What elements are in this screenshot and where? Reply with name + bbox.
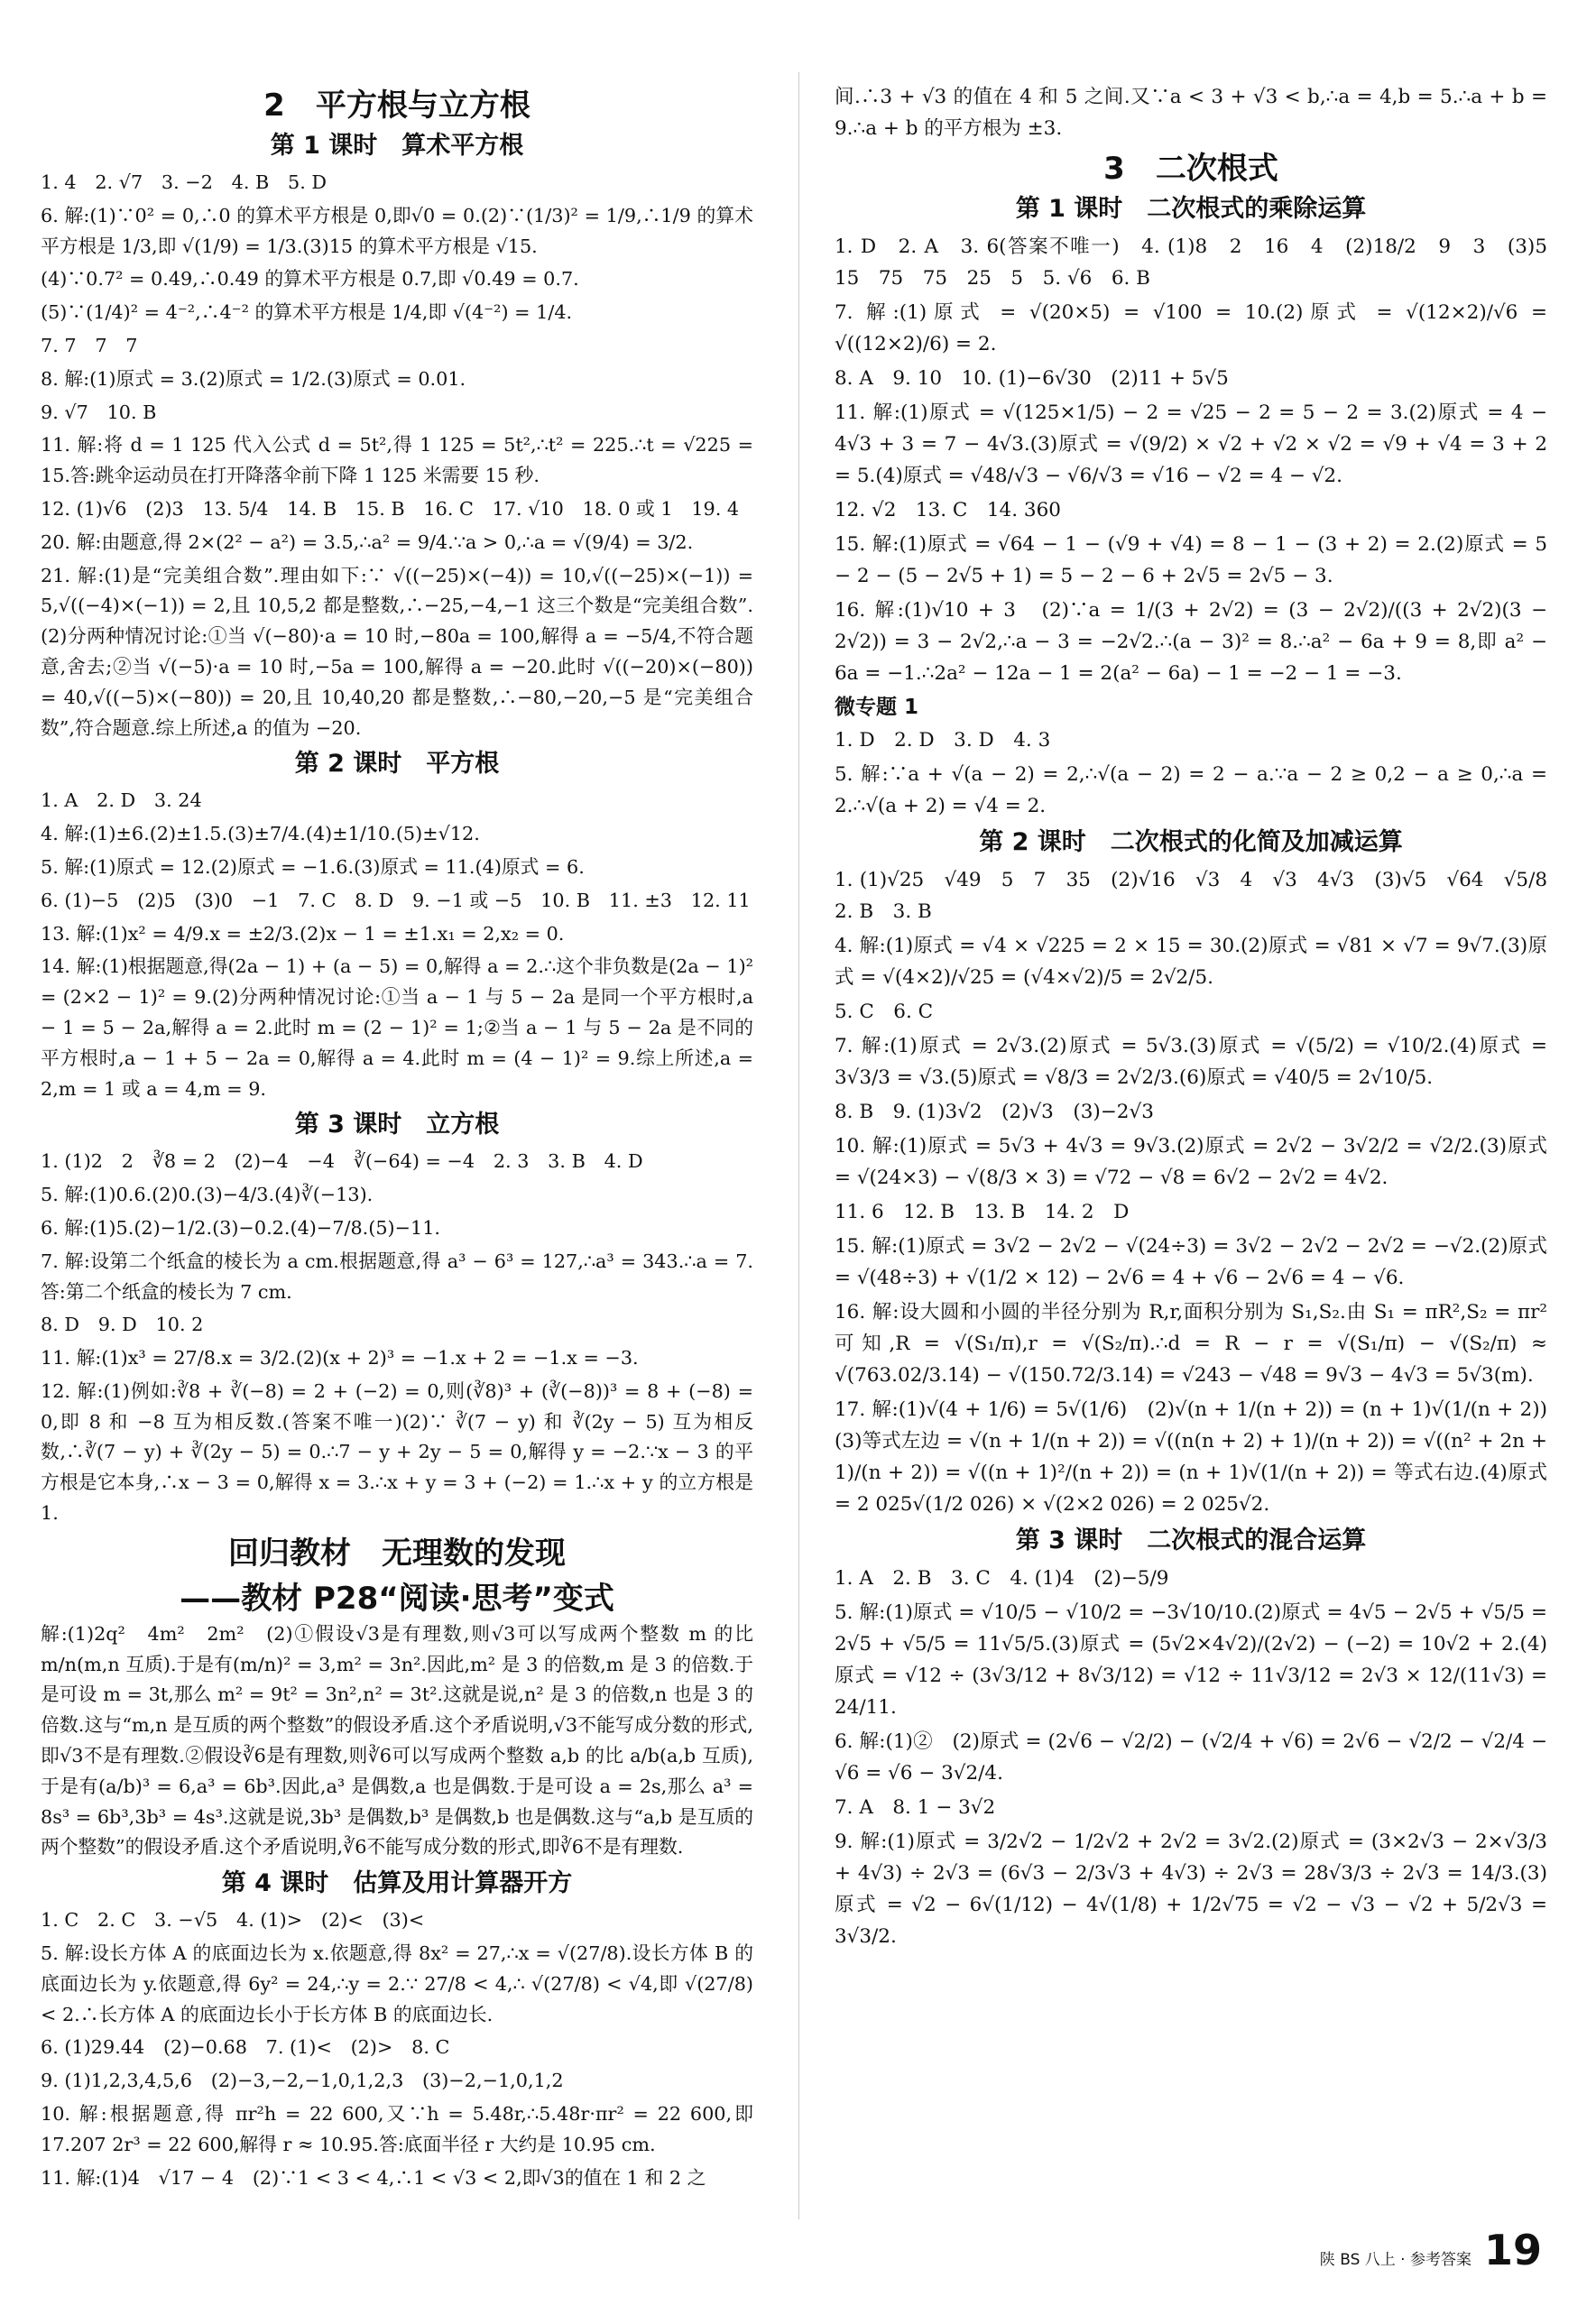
answer-paragraph: (4)∵0.7² = 0.49,∴0.49 的算术平方根是 0.7,即 √0.49 = 0.7. bbox=[41, 268, 579, 291]
answer-paragraph: 5. 解:(1)原式 = √10/5 − √10/2 = −3√10/10.(2)原式 = 4√5 − 2√5 + √5/5 = 2√5 + √5/5 = 11√5/5.(3)原式 = (5√2×4√2)/(2√2) − (−2) = 10√2 + 2.(4)原式 = √12 ÷ (3√3/12 + 8√3/12) = √12 ÷ 11√3/12 = 2√3 × 12/(11√3) = 24/11. bbox=[835, 1601, 1547, 1719]
page-number: 19 bbox=[1483, 2226, 1542, 2274]
answer-paragraph: 15. 解:(1)原式 = √64 − 1 − (√9 + √4) = 8 − 1 − (3 + 2) = 2.(2)原式 = 5 − 2 − (5 − 2√5 + 1) = 5 − 2 − 6 + 2√5 = 2√5 − 3. bbox=[835, 533, 1547, 587]
answer-paragraph: 1. C 2. C 3. −√5 4. (1)> (2)< (3)< bbox=[41, 1909, 425, 1932]
answer-paragraph: 8. 解:(1)原式 = 3.(2)原式 = 1/2.(3)原式 = 0.01. bbox=[41, 367, 466, 390]
answer-paragraph: 7. 解:(1)原式 = √(20×5) = √100 = 10.(2)原式 = √(12×2)/√6 = √((12×2)/6) = 2. bbox=[835, 301, 1547, 355]
answer-paragraph: 1. A 2. D 3. 24 bbox=[41, 789, 202, 812]
answer-paragraph: 9. √7 10. B bbox=[41, 401, 157, 423]
answer-paragraph: 16. 解:设大圆和小圆的半径分别为 R,r,面积分别为 S₁,S₂.由 S₁ = πR²,S₂ = πr² 可知,R = √(S₁/π),r = √(S₂/π).∴d = R − r = √(S₁/π) − √(S₂/π) ≈ √(763.02/3.14) − √(150.72/3.14) = √243 − √48 = 9√3 − 4√3 = 5√3(m). bbox=[835, 1301, 1547, 1387]
answer-paragraph: 1. D 2. D 3. D 4. 3 bbox=[835, 729, 1051, 752]
answer-paragraph: 7. 解:设第二个纸盒的棱长为 a cm.根据题意,得 a³ − 6³ = 127,∴a³ = 343.∴a = 7.答:第二个纸盒的棱长为 7 cm. bbox=[41, 1250, 753, 1303]
answer-paragraph: 5. 解:∵a + √(a − 2) = 2,∴√(a − 2) = 2 − a.∵a − 2 ≥ 0,2 − a ≥ 0,∴a = 2.∴√(a + 2) = √4 = 2. bbox=[835, 763, 1547, 817]
answer-paragraph: 11. 解:(1)4 √17 − 4 (2)∵1 < 3 < 4,∴1 < √3 < 2,即√3的值在 1 和 2 之 bbox=[41, 2166, 706, 2189]
section-heading: 第 1 课时 二次根式的乘除运算 bbox=[1015, 195, 1367, 223]
answer-paragraph: 21. 解:(1)是“完美组合数”.理由如下:∵ √((−25)×(−4)) = 10,√((−25)×(−1)) = 5,√((−4)×(−1)) = 2,且 10,5,2 都是整数,∴−25,−4,−1 这三个数是“完美组合数”.(2)分两种情况讨论:①当 √(−80)·a = 10 时,−80a = 100,解得 a = −5/4,不符合题意,舍去;②当 √(−5)·a = 10 时,−5a = 100,解得 a = −20.此时 √((−20)×(−80)) = 40,√((−5)×(−80)) = 20,且 10,40,20 都是整数,∴−80,−20,−5 是“完美组合数”,符合题意.综上所述,a 的值为 −20. bbox=[41, 564, 753, 739]
left-column bbox=[41, 81, 753, 2196]
section-heading: 第 1 课时 算术平方根 bbox=[270, 132, 524, 160]
answer-paragraph: 10. 解:(1)原式 = 5√3 + 4√3 = 9√3.(2)原式 = 2√2 − 3√2/2 = √2/2.(3)原式 = √(24×3) − √(8/3 × 3) = √72 − √8 = 6√2 − 2√2 = 4√2. bbox=[835, 1135, 1547, 1189]
section-heading: 3 二次根式 bbox=[1103, 151, 1278, 187]
column-divider bbox=[798, 72, 799, 2219]
answer-paragraph: 1. (1)2 2 ∛8 = 2 (2)−4 −4 ∛(−64) = −4 2. 3 3. B 4. D bbox=[41, 1150, 643, 1173]
answer-paragraph: 8. B 9. (1)3√2 (2)√3 (3)−2√3 bbox=[835, 1101, 1154, 1123]
answer-paragraph: 6. (1)−5 (2)5 (3)0 −1 7. C 8. D 9. −1 或 −5 10. B 11. ±3 12. 11 bbox=[41, 889, 751, 911]
page-footer bbox=[1320, 2226, 1542, 2274]
answer-paragraph: 6. 解:(1)∵0² = 0,∴0 的算术平方根是 0,即√0 = 0.(2)∵(1/3)² = 1/9,∴1/9 的算术平方根是 1/3,即 √(1/9) = 1/3.(3)15 的算术平方根是 √15. bbox=[41, 204, 753, 257]
answer-paragraph: 9. 解:(1)原式 = 3/2√2 − 1/2√2 + 2√2 = 3√2.(2)原式 = (3×2√3 − 2×√3/3 + 4√3) ÷ 2√3 = (6√3 − 2/3√3 + 4√3) ÷ 2√3 = 28√3/3 ÷ 2√3 = 14/3.(3)原式 = √2 − 6√(1/12) − 4√(1/8) + 1/2√75 = √2 − √3 − √2 + 5/2√3 = 3√3/2. bbox=[835, 1831, 1547, 1948]
answer-paragraph: 4. 解:(1)±6.(2)±1.5.(3)±7/4.(4)±1/10.(5)±√12. bbox=[41, 823, 480, 845]
section-heading: 第 3 课时 立方根 bbox=[294, 1111, 500, 1139]
answer-paragraph: 6. 解:(1)② (2)原式 = (2√6 − √2/2) − (√2/4 + √6) = 2√6 − √2/2 − √2/4 − √6 = √6 − 3√2/4. bbox=[835, 1730, 1547, 1785]
answer-paragraph: 11. 6 12. B 13. B 14. 2 D bbox=[835, 1201, 1130, 1223]
answer-paragraph: 1. A 2. B 3. C 4. (1)4 (2)−5/9 bbox=[835, 1567, 1169, 1590]
answer-paragraph: 7. 解:(1)原式 = 2√3.(2)原式 = 5√3.(3)原式 = √(5/2) = √10/2.(4)原式 = 3√3/3 = √3.(5)原式 = √8/3 = 2√2/3.(6)原式 = √40/5 = 2√10/5. bbox=[835, 1035, 1547, 1089]
answer-paragraph: 11. 解:(1)x³ = 27/8.x = 3/2.(2)(x + 2)³ = −1.x + 2 = −1.x = −3. bbox=[41, 1347, 639, 1370]
answer-paragraph: 1. 4 2. √7 3. −2 4. B 5. D bbox=[41, 171, 328, 193]
answer-paragraph: 20. 解:由题意,得 2×(2² − a²) = 3.5,∴a² = 9/4.∵a > 0,∴a = √(9/4) = 3/2. bbox=[41, 530, 694, 553]
answer-paragraph: (5)∵(1/4)² = 4⁻²,∴4⁻² 的算术平方根是 1/4,即 √(4⁻²) = 1/4. bbox=[41, 301, 573, 324]
answer-paragraph: 14. 解:(1)根据题意,得(2a − 1) + (a − 5) = 0,解得 a = 2.∴这个非负数是(2a − 1)² = (2×2 − 1)² = 9.(2)分两种情况讨论:①当 a − 1 与 5 − 2a 是同一个平方根时,a − 1 = 5 − 2a,解得 a = 2.此时 m = (2 − 1)² = 1;②当 a − 1 与 5 − 2a 是不同的平方根时,a − 1 + 5 − 2a = 0,解得 a = 4.此时 m = (4 − 1)² = 9.综上所述,a = 2,m = 1 或 a = 4,m = 9. bbox=[41, 955, 753, 1100]
answer-paragraph: 6. (1)29.44 (2)−0.68 7. (1)< (2)> 8. C bbox=[41, 2036, 450, 2059]
answer-paragraph: 13. 解:(1)x² = 4/9.x = ±2/3.(2)x − 1 = ±1.x₁ = 2,x₂ = 0. bbox=[41, 922, 565, 945]
answer-paragraph: 15. 解:(1)原式 = 3√2 − 2√2 − √(24÷3) = 3√2 − 2√2 − 2√2 = −√2.(2)原式 = √(48÷3) + √(1/2 × 12) − 2√6 = 4 + √6 − 2√6 = 4 − √6. bbox=[835, 1235, 1547, 1289]
answer-paragraph: 4. 解:(1)原式 = √4 × √225 = 2 × 15 = 30.(2)原式 = √81 × √7 = 9√7.(3)原式 = √(4×2)/√25 = (√4×√2)/5 = 2√2/5. bbox=[835, 935, 1547, 989]
answer-paragraph: 16. 解:(1)√10 + 3 (2)∵a = 1/(3 + 2√2) = (3 − 2√2)/((3 + 2√2)(3 − 2√2)) = 3 − 2√2,∴a − 3 = −2√2.∴(a − 3)² = 8.∴a² − 6a + 9 = 8,即 a² − 6a = −1.∴2a² − 12a − 1 = 2(a² − 6a) − 1 = −2 − 1 = −3. bbox=[835, 599, 1547, 685]
answer-paragraph: 6. 解:(1)5.(2)−1/2.(3)−0.2.(4)−7/8.(5)−11. bbox=[41, 1216, 441, 1239]
answer-paragraph: 11. 解:将 d = 1 125 代入公式 d = 5t²,得 1 125 = 5t²,∴t² = 225.∴t = √225 = 15.答:跳伞运动员在打开降落伞前下降 1 125 米需要 15 秒. bbox=[41, 434, 753, 487]
answer-paragraph: 12. (1)√6 (2)3 13. 5/4 14. B 15. B 16. C 17. √10 18. 0 或 1 19. 4 bbox=[41, 497, 740, 520]
section-heading: 微专题 1 bbox=[835, 696, 919, 719]
answer-paragraph: 8. A 9. 10 10. (1)−6√30 (2)11 + 5√5 bbox=[835, 367, 1229, 390]
answer-paragraph: 间.∴3 + √3 的值在 4 和 5 之间.又∵a < 3 + √3 < b,∴a = 4,b = 5.∴a + b = 9.∴a + b 的平方根为 ±3. bbox=[835, 86, 1547, 140]
answer-paragraph: 8. D 9. D 10. 2 bbox=[41, 1314, 204, 1336]
answer-paragraph: 1. D 2. A 3. 6(答案不唯一) 4. (1)8 2 16 4 (2)18/2 9 3 (3)5 15 75 75 25 5 5. √6 6. B bbox=[835, 235, 1567, 290]
answer-paragraph: 5. 解:(1)0.6.(2)0.(3)−4/3.(4)∛(−13). bbox=[41, 1184, 374, 1206]
answer-paragraph: 解:(1)2q² 4m² 2m² (2)①假设√3是有理数,则√3可以写成两个整数 m 的比 m/n(m,n 互质).于是有(m/n)² = 3,m² = 3n².因此,m² 是 3 的倍数,m 是 3 的倍数.于是可设 m = 3t,那么 m² = 9t² = 3n²,n² = 3t².这就是说,n² 是 3 的倍数,n 也是 3 的倍数.这与“m,n 是互质的两个整数”的假设矛盾.这个矛盾说明,√3不能写成分数的形式,即√3不是有理数.②假设∛6是有理数,则∛6可以写成两个整数 a,b 的比 a/b(a,b 互质),于是有(a/b)³ = 6,a³ = 6b³.因此,a³ 是偶数,a 也是偶数.于是可设 a = 2s,那么 a³ = 8s³ = 6b³,3b³ = 4s³.这就是说,3b³ 是偶数,b³ 是偶数,b 也是偶数.这与“a,b 是互质的两个整数”的假设矛盾.这个矛盾说明,∛6不能写成分数的形式,即∛6不是有理数. bbox=[41, 1622, 753, 1859]
section-heading: 回归教材 无理数的发现 bbox=[228, 1535, 566, 1572]
section-heading: 第 2 课时 平方根 bbox=[294, 750, 500, 779]
answer-paragraph: 11. 解:(1)原式 = √(125×1/5) − 2 = √25 − 2 = 5 − 2 = 3.(2)原式 = 4 − 4√3 + 3 = 7 − 4√3.(3)原式 = √(9/2) × √2 + √2 × √2 = √9 + √4 = 3 + 2 = 5.(4)原式 = √48/√3 − √6/√3 = √16 − √2 = 4 − √2. bbox=[835, 401, 1547, 487]
section-heading: 第 3 课时 二次根式的混合运算 bbox=[1015, 1527, 1367, 1554]
answer-paragraph: 5. 解:设长方体 A 的底面边长为 x.依题意,得 8x² = 27,∴x = √(27/8).设长方体 B 的底面边长为 y.依题意,得 6y² = 24,∴y = 2.∵ 27/8 < 4,∴ √(27/8) < √4,即 √(27/8) < 2.∴长方体 A 的底面边长小于长方体 B 的底面边长. bbox=[41, 1942, 753, 2025]
right-column bbox=[835, 81, 1567, 1955]
answer-paragraph: 9. (1)1,2,3,4,5,6 (2)−3,−2,−1,0,1,2,3 (3)−2,−1,0,1,2 bbox=[41, 2070, 564, 2092]
answer-paragraph: 12. √2 13. C 14. 360 bbox=[835, 499, 1061, 521]
answer-paragraph: 1. (1)√25 √49 5 7 35 (2)√16 √3 4 √3 4√3 (3)√5 √64 √5/8 2. B 3. B bbox=[835, 869, 1567, 923]
answer-paragraph: 12. 解:(1)例如:∛8 + ∛(−8) = 2 + (−2) = 0,则(∛8)³ + (∛(−8))³ = 8 + (−8) = 0,即 8 和 −8 互为相反数.(答案不唯一)(2)∵ ∛(7 − y) 和 ∛(2y − 5) 互为相反数,∴∛(7 − y) + ∛(2y − 5) = 0.∴7 − y + 2y − 5 = 0,解得 y = −2.∵x − 3 的平方根是它本身,∴x − 3 = 0,解得 x = 3.∴x + y = 3 + (−2) = 1.∴x + y 的立方根是 1. bbox=[41, 1379, 753, 1525]
answer-paragraph: 10. 解:根据题意,得 πr²h = 22 600,又∵h = 5.48r,∴5.48r·πr² = 22 600,即 17.207 2r³ = 22 600,解得 r ≈ 10.95.答:底面半径 r 大约是 10.95 cm. bbox=[41, 2103, 753, 2155]
answer-paragraph: 17. 解:(1)√(4 + 1/6) = 5√(1/6) (2)√(n + 1/(n + 2)) = (n + 1)√(1/(n + 2)) (3)等式左边 = √(n + 1/(n + 2)) = √((n(n + 2) + 1)/(n + 2)) = √((n² + 2n + 1)/(n + 2)) = √((n + 1)²/(n + 2)) = (n + 1)√(1/(n + 2)) = 等式右边.(4)原式 = 2 025√(1/2 026) × √(2×2 026) = 2 025√2. bbox=[835, 1398, 1567, 1516]
section-heading: 第 4 课时 估算及用计算器开方 bbox=[221, 1869, 573, 1898]
section-heading: 第 2 课时 二次根式的化简及加减运算 bbox=[979, 828, 1403, 856]
answer-paragraph: 5. 解:(1)原式 = 12.(2)原式 = −1.6.(3)原式 = 11.(4)原式 = 6. bbox=[41, 855, 585, 878]
section-heading: ——教材 P28“阅读·思考”变式 bbox=[180, 1580, 614, 1617]
footer-label: 陕 BS 八上 · 参考答案 bbox=[1319, 2251, 1471, 2269]
answer-paragraph: 5. C 6. C bbox=[835, 1001, 934, 1023]
answer-paragraph: 7. 7 7 7 bbox=[41, 334, 138, 356]
section-heading: 2 平方根与立方根 bbox=[263, 88, 530, 124]
answer-paragraph: 7. A 8. 1 − 3√2 bbox=[835, 1796, 996, 1819]
